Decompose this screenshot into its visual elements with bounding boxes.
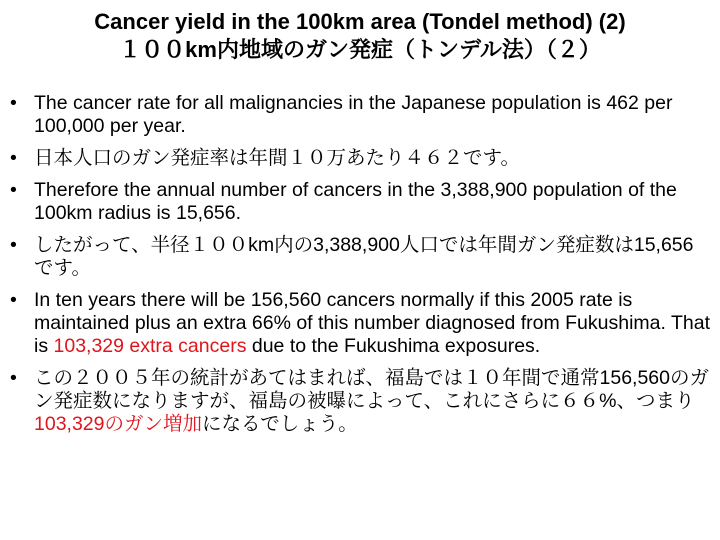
title-english: Cancer yield in the 100km area (Tondel method) (2) — [94, 9, 626, 34]
bullet-text-before: この２００５年の統計があてはまれば、福島では１０年間で通常156,560のガン発症数になりますが、福島の被曝によって、これにさらに６６%、つまり — [34, 367, 709, 412]
bullet-icon: • — [10, 367, 17, 389]
bullet-text: したがって、半径１００km内の3,388,900人口では年間ガン発症数は15,656です。 — [34, 234, 694, 279]
bullet-icon: • — [10, 147, 17, 169]
highlight-cancer-increase: 103,329のガン増加 — [34, 413, 202, 435]
slide-title — [0, 8, 720, 64]
bullet-item — [10, 147, 710, 170]
bullet-icon: • — [10, 289, 17, 311]
bullet-text: 日本人口のガン発症率は年間１０万あたり４６２です。 — [34, 147, 520, 169]
bullet-item — [10, 92, 710, 138]
bullet-item — [10, 367, 710, 436]
bullet-item — [10, 289, 710, 358]
bullet-text-before: In ten years there will be 156,560 cancers normally if this 2005 rate is maintained plus an extra 66% of this number diagnosed from Fukushima. That is — [34, 289, 711, 357]
bullet-item — [10, 179, 710, 225]
bullet-text-after: になるでしょう。 — [202, 413, 358, 435]
bullet-list — [10, 92, 710, 445]
bullet-icon: • — [10, 92, 17, 114]
bullet-text: Therefore the annual number of cancers in the 3,388,900 population of the 100km radius is 15,656. — [34, 179, 677, 224]
highlight-extra-cancers: 103,329 extra cancers — [53, 335, 247, 357]
bullet-icon: • — [10, 179, 17, 201]
bullet-item — [10, 234, 710, 280]
title-japanese: １００km内地域のガン発症（トンデル法）（２） — [119, 37, 601, 62]
bullet-text: The cancer rate for all malignancies in the Japanese population is 462 per 100,000 per year. — [34, 92, 673, 137]
bullet-icon: • — [10, 234, 17, 256]
bullet-text-after: due to the Fukushima exposures. — [246, 335, 541, 357]
